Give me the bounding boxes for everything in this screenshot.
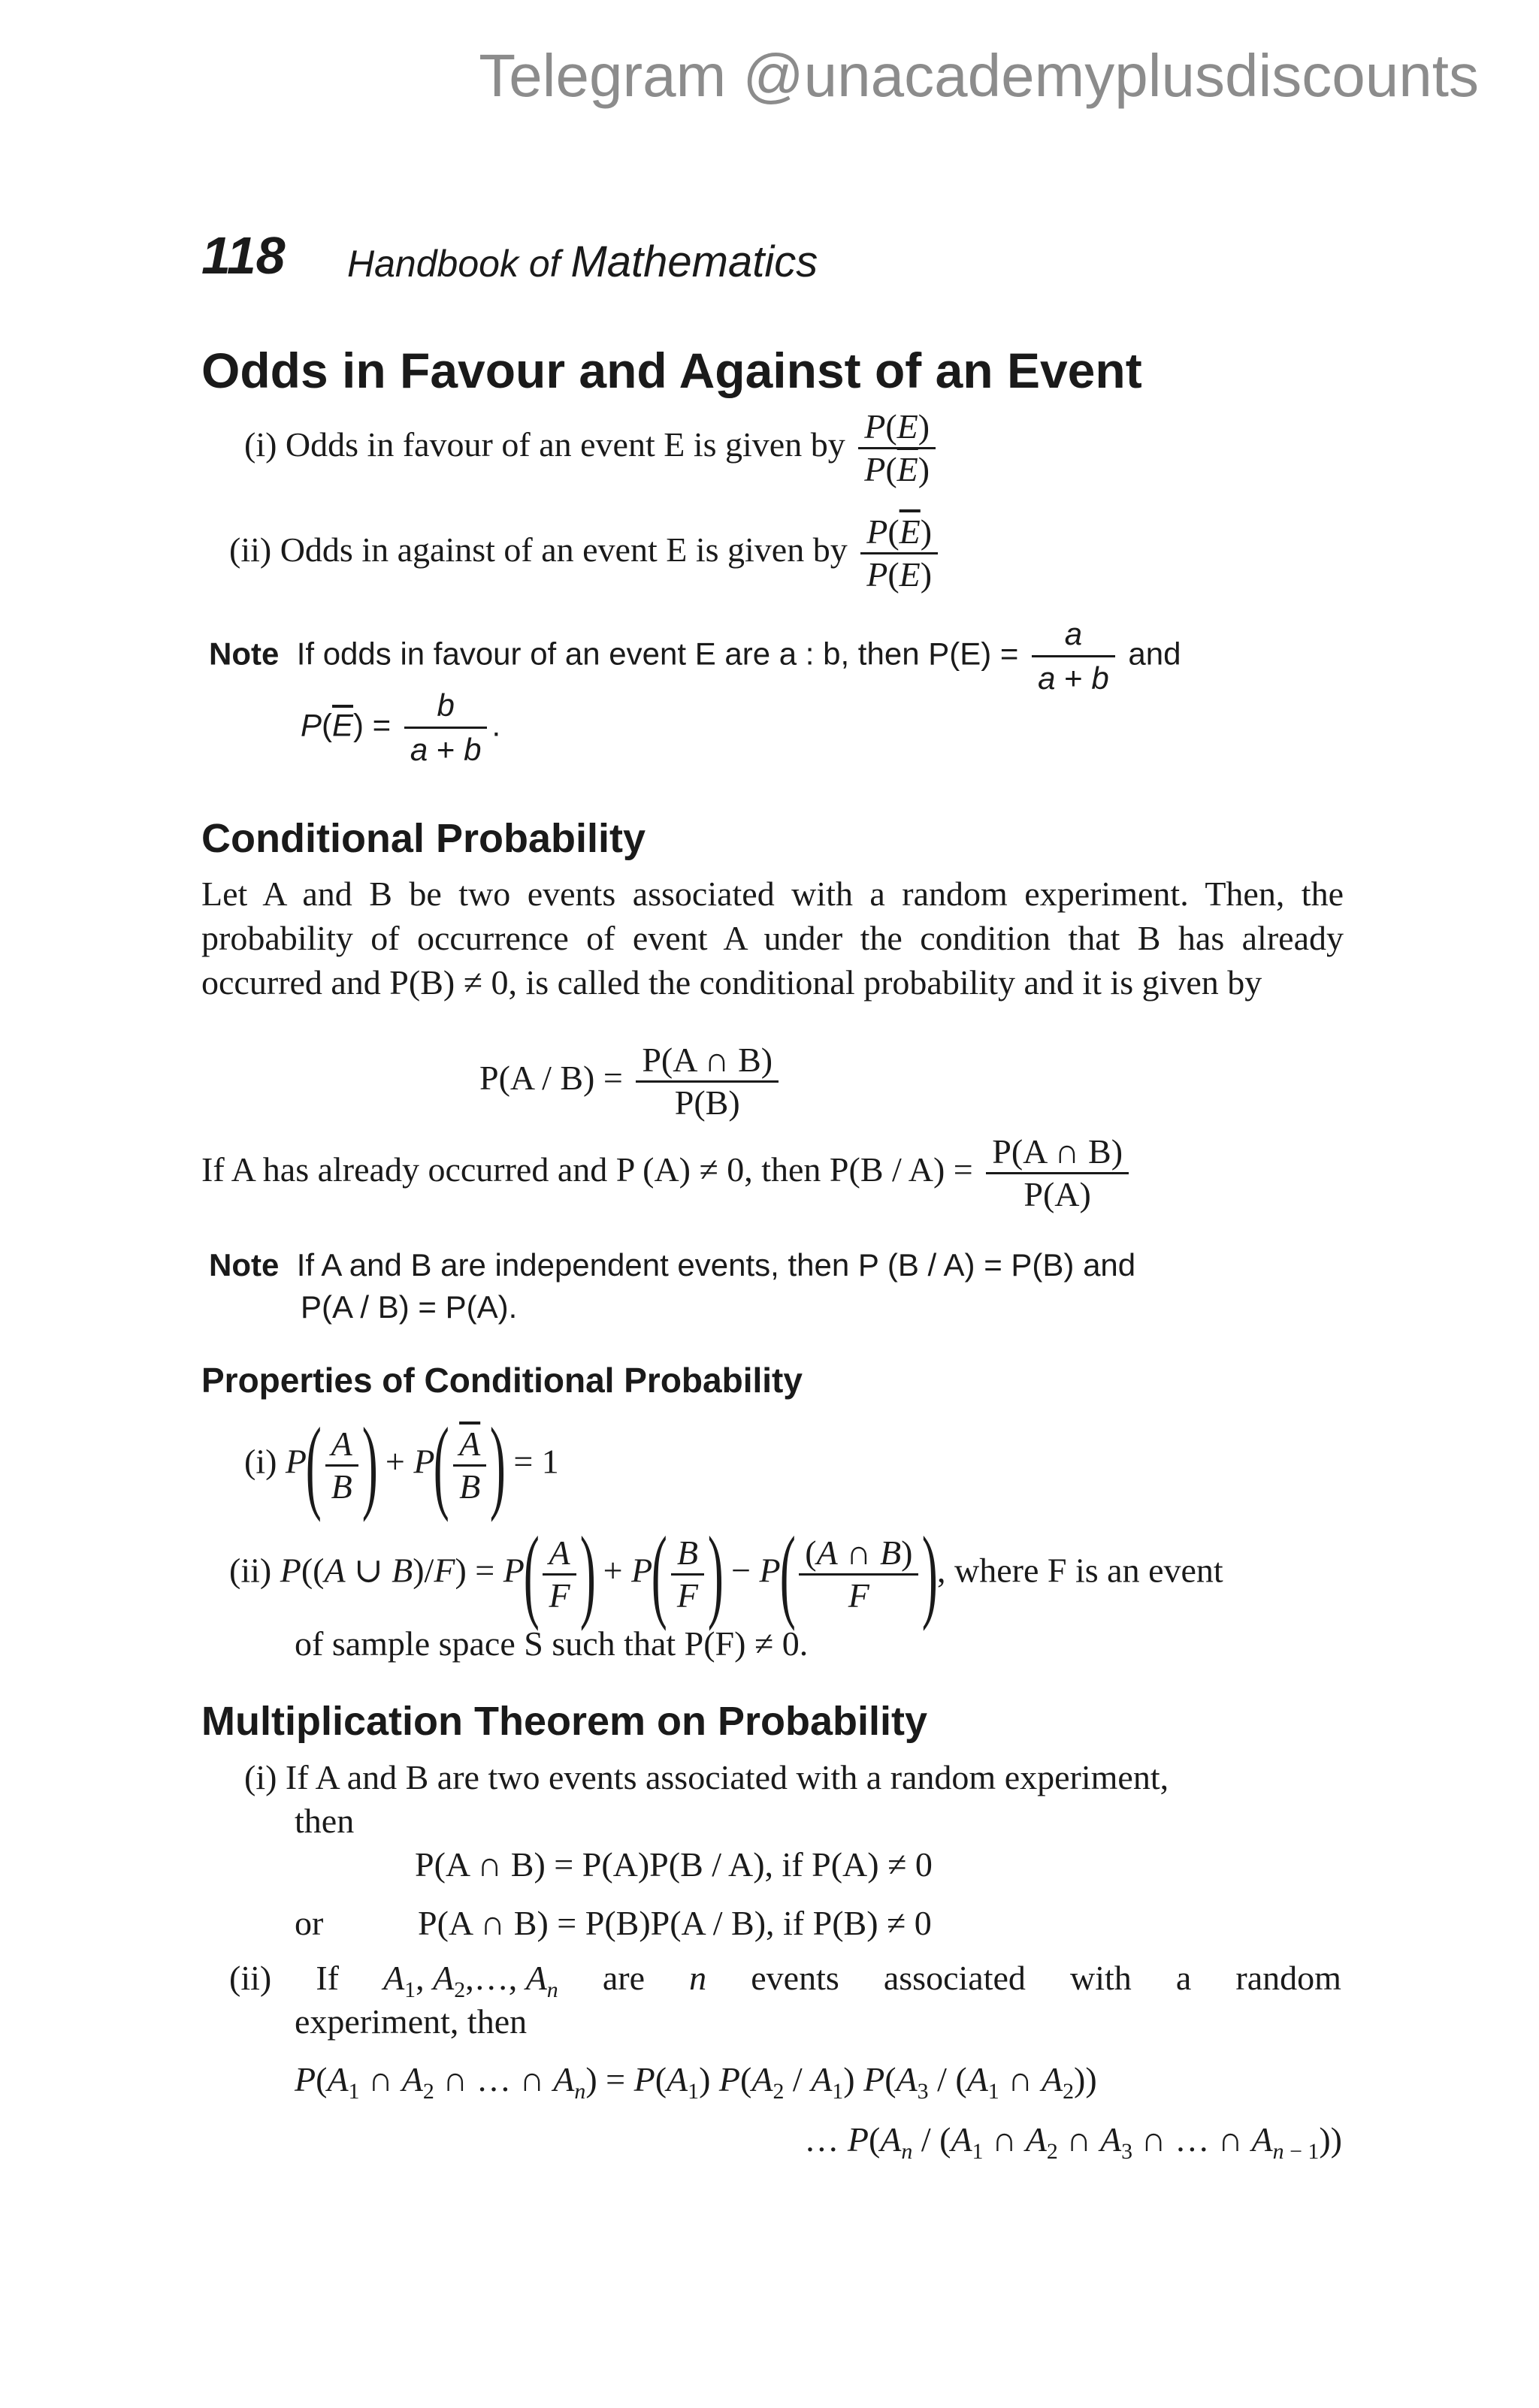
section-heading-conditional: Conditional Probability	[201, 816, 646, 861]
multiplication-eq3-line2: … $P(A_n / (A_1$ ∩ $A_2$ ∩ $A_3$ ∩ … ∩ $A_{n - 1}$))	[804, 2120, 1342, 2165]
odds-note	[209, 616, 1181, 696]
multiplication-item-2: (ii) If $A_1$, $A_2,\dots$, $A_n$ are n events associated with a random	[229, 1959, 1341, 2003]
formula-lhs: P(A / B) =	[479, 1059, 623, 1098]
odds-note-line2: $P(\overline{E})$ = $\frac{b}{a + b}$ .	[301, 687, 501, 767]
note-text: If odds in favour of an event E are a : b, then P(E) =	[296, 636, 1019, 672]
multiplication-then: then	[295, 1802, 355, 1840]
multiplication-or: or	[295, 1904, 324, 1942]
multiplication-eq1: P(A ∩ B) = P(A)P(B / A), if P(A) ≠ 0	[415, 1845, 933, 1884]
conditional-paragraph: Let A and B be two events associated with a random experiment. Then, the probability of occurrence of event A under the condition that B has already occurred and P(B) ≠ 0, is called the conditional probability and it is given by	[201, 875, 1344, 1002]
odds-item-2	[229, 512, 942, 594]
note-and: and	[1128, 636, 1181, 672]
multiplication-item-1	[244, 1760, 1169, 1795]
note-label: Note	[209, 636, 280, 672]
book-title-small: Handbook of	[347, 243, 561, 285]
item-label: (ii)	[229, 1551, 272, 1590]
odds-item-1	[244, 409, 940, 487]
item-text: If A and B are two events associated with a random experiment,	[285, 1758, 1169, 1796]
properties-item-1: (i) P( $\frac{A}{B}$ ) + P( $\frac{\overline{A}}{B}$ ) = 1	[244, 1406, 559, 1523]
multiplication-eq3-line1: $P(A_1$ ∩ $A_2$ ∩ … ∩ $A_n) = P(A_1)$ $P(A_2 / A_1)$ $P(A_3 / (A_1$ ∩ $A_2$))	[295, 2060, 1097, 2104]
section-heading-properties: Properties of Conditional Probability	[201, 1361, 803, 1400]
multiplication-item-2-cont: experiment, then	[295, 2002, 528, 2041]
item2-suffix: , where F is an event	[937, 1551, 1223, 1590]
fraction: $\frac{P(E)}{P(\overline{E})}$	[858, 409, 936, 487]
section-heading-multiplication: Multiplication Theorem on Probability	[201, 1699, 928, 1744]
properties-item-2: (ii) P((A ∪ B)/F) = P( $\frac{A}{F}$ ) + P( $\frac{B}{F}$ ) − P( $\frac{(A \cap B)}{F}$ ), where F is an event	[229, 1515, 1223, 1632]
fraction: $\frac{P(A \cap B)}{P(B)}$	[636, 1043, 779, 1120]
book-title	[347, 237, 818, 287]
line2-text: If A has already occurred and P (A) ≠ 0, then P(B / A) =	[201, 1150, 973, 1189]
item-text: Odds in against of an event E is given by	[280, 530, 848, 570]
note-label: Note	[209, 1247, 280, 1283]
fraction: $\frac{P(A \cap B)}{P(A)}$	[986, 1135, 1129, 1212]
item-label: (i)	[244, 1758, 277, 1796]
conditional-formula	[479, 1043, 783, 1120]
item-text: Odds in favour of an event E is given by	[285, 425, 845, 464]
section-heading-odds: Odds in Favour and Against of an Event	[201, 343, 1142, 398]
watermark: Telegram @unacademyplusdiscounts	[479, 42, 1479, 109]
book-title-big: Mathematics	[570, 237, 818, 286]
properties-item-2-cont: of sample space S such that P(F) ≠ 0.	[295, 1624, 809, 1663]
multiplication-eq2: P(A ∩ B) = P(B)P(A / B), if P(B) ≠ 0	[418, 1904, 932, 1942]
item-label: (i)	[244, 425, 277, 464]
item-label: (i)	[244, 1442, 277, 1481]
page-number: 118	[201, 226, 286, 285]
fraction: $\frac{a}{a + b}$	[1032, 616, 1115, 696]
note-line1: If A and B are independent events, then P (B / A) = P(B) and	[296, 1247, 1136, 1283]
item-label: (ii)	[229, 1959, 272, 1997]
item-label: (ii)	[229, 530, 272, 570]
fraction: $\frac{b}{a + b}$	[404, 687, 488, 768]
note-line2: P(A / B) = P(A).	[301, 1289, 518, 1325]
fraction: $\frac{P(\overline{E})}{P(E)}$	[860, 515, 938, 592]
conditional-note	[209, 1247, 1336, 1325]
conditional-line2	[201, 1132, 1133, 1213]
